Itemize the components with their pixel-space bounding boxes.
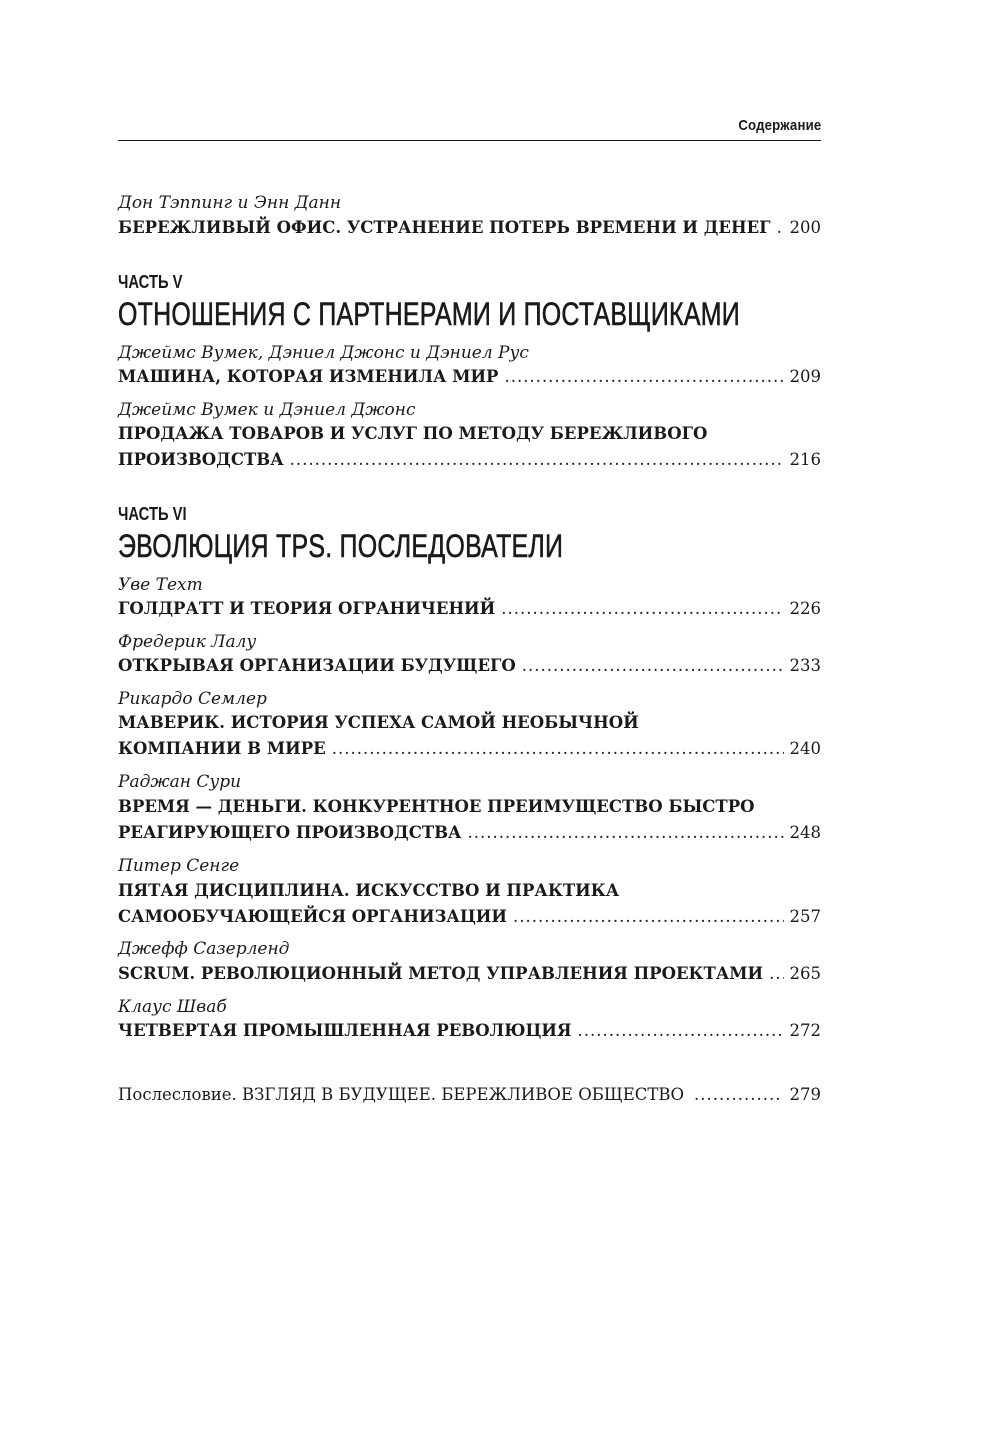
leader-dots [522,653,784,679]
page-number: 265 [789,964,821,983]
afterword-title: Послесловие. ВЗГЛЯД В БУДУЩЕЕ. БЕРЕЖЛИВОЕ ОБЩЕСТВО [118,1085,685,1104]
leader-dots [468,820,784,846]
entry-author: Фредерик Лалу [118,632,257,652]
entry-title: САМООБУЧАЮЩЕЙСЯ ОРГАНИЗАЦИИ [118,907,507,926]
entry-title: ВРЕМЯ — ДЕНЬГИ. КОНКУРЕНТНОЕ ПРЕИМУЩЕСТВО БЫСТРО [118,797,755,816]
page-number: 240 [789,739,821,758]
page-number: 233 [789,656,821,675]
toc-entry[interactable] [118,596,821,622]
entry-author: Дон Тэппинг и Энн Данн [118,193,342,213]
part-label: ЧАСТЬ VI [118,504,187,524]
page-number: 248 [789,823,821,842]
entry-title: МАШИНА, КОТОРАЯ ИЗМЕНИЛА МИР [118,367,499,386]
page-number: 226 [789,599,821,618]
toc-entry[interactable] [118,710,821,762]
page-number: 279 [789,1085,821,1104]
toc-entry[interactable] [118,421,821,473]
afterword-entry[interactable] [118,1082,821,1108]
part-label: ЧАСТЬ V [118,272,183,292]
part-title: ОТНОШЕНИЯ С ПАРТНЕРАМИ И ПОСТАВЩИКАМИ [118,296,740,332]
entry-author: Клаус Шваб [118,997,227,1017]
entry-title: ОТКРЫВАЯ ОРГАНИЗАЦИИ БУДУЩЕГО [118,656,516,675]
entry-title: РЕАГИРУЮЩЕГО ПРОИЗВОДСТВА [118,823,462,842]
page-number: 200 [789,218,821,237]
leader-dots [777,215,784,241]
entry-title: МАВЕРИК. ИСТОРИЯ УСПЕХА САМОЙ НЕОБЫЧНОЙ [118,713,639,732]
entry-author: Джеймс Вумек, Дэниел Джонс и Дэниел Рус [118,343,529,363]
entry-title: ЧЕТВЕРТАЯ ПРОМЫШЛЕННАЯ РЕВОЛЮЦИЯ [118,1021,572,1040]
entry-title: ГОЛДРАТТ И ТЕОРИЯ ОГРАНИЧЕНИЙ [118,599,496,618]
toc-entry[interactable] [118,878,821,930]
running-head: Содержание [737,117,821,134]
entry-title: КОМПАНИИ В МИРЕ [118,739,326,758]
header-rule [118,140,821,141]
entry-author: Питер Сенге [118,856,240,876]
entry-author: Уве Техт [118,575,203,595]
entry-title: ПЯТАЯ ДИСЦИПЛИНА. ИСКУССТВО И ПРАКТИКА [118,881,620,900]
toc-entry[interactable] [118,794,821,846]
entry-author: Раджан Сури [118,772,242,792]
entry-title: ПРОДАЖА ТОВАРОВ И УСЛУГ ПО МЕТОДУ БЕРЕЖЛИВОГО [118,424,708,443]
entry-title: ПРОИЗВОДСТВА [118,450,284,469]
toc-entry[interactable] [118,364,821,390]
toc-entry[interactable] [118,1018,821,1044]
entry-author: Джеймс Вумек и Дэниел Джонс [118,400,416,420]
part-title: ЭВОЛЮЦИЯ TPS. ПОСЛЕДОВАТЕЛИ [118,528,564,564]
page-number: 209 [789,367,821,386]
toc-entry[interactable] [118,961,821,987]
page-number: 257 [789,907,821,926]
entry-author: Джефф Сазерленд [118,939,290,959]
leader-dots [769,961,783,987]
leader-dots [332,736,784,762]
leader-dots [513,904,784,930]
page-number: 272 [789,1021,821,1040]
leader-dots [694,1082,779,1108]
entry-title: БЕРЕЖЛИВЫЙ ОФИС. УСТРАНЕНИЕ ПОТЕРЬ ВРЕМЕНИ И ДЕНЕГ [118,218,771,237]
entry-title: SCRUM. РЕВОЛЮЦИОННЫЙ МЕТОД УПРАВЛЕНИЯ ПРОЕКТАМИ [118,964,764,983]
entry-author: Рикардо Семлер [118,689,267,709]
toc-entry[interactable] [118,653,821,679]
page-number: 216 [789,450,821,469]
leader-dots [578,1018,784,1044]
leader-dots [290,447,784,473]
leader-dots [501,596,783,622]
leader-dots [504,364,783,390]
toc-entry[interactable] [118,215,821,241]
